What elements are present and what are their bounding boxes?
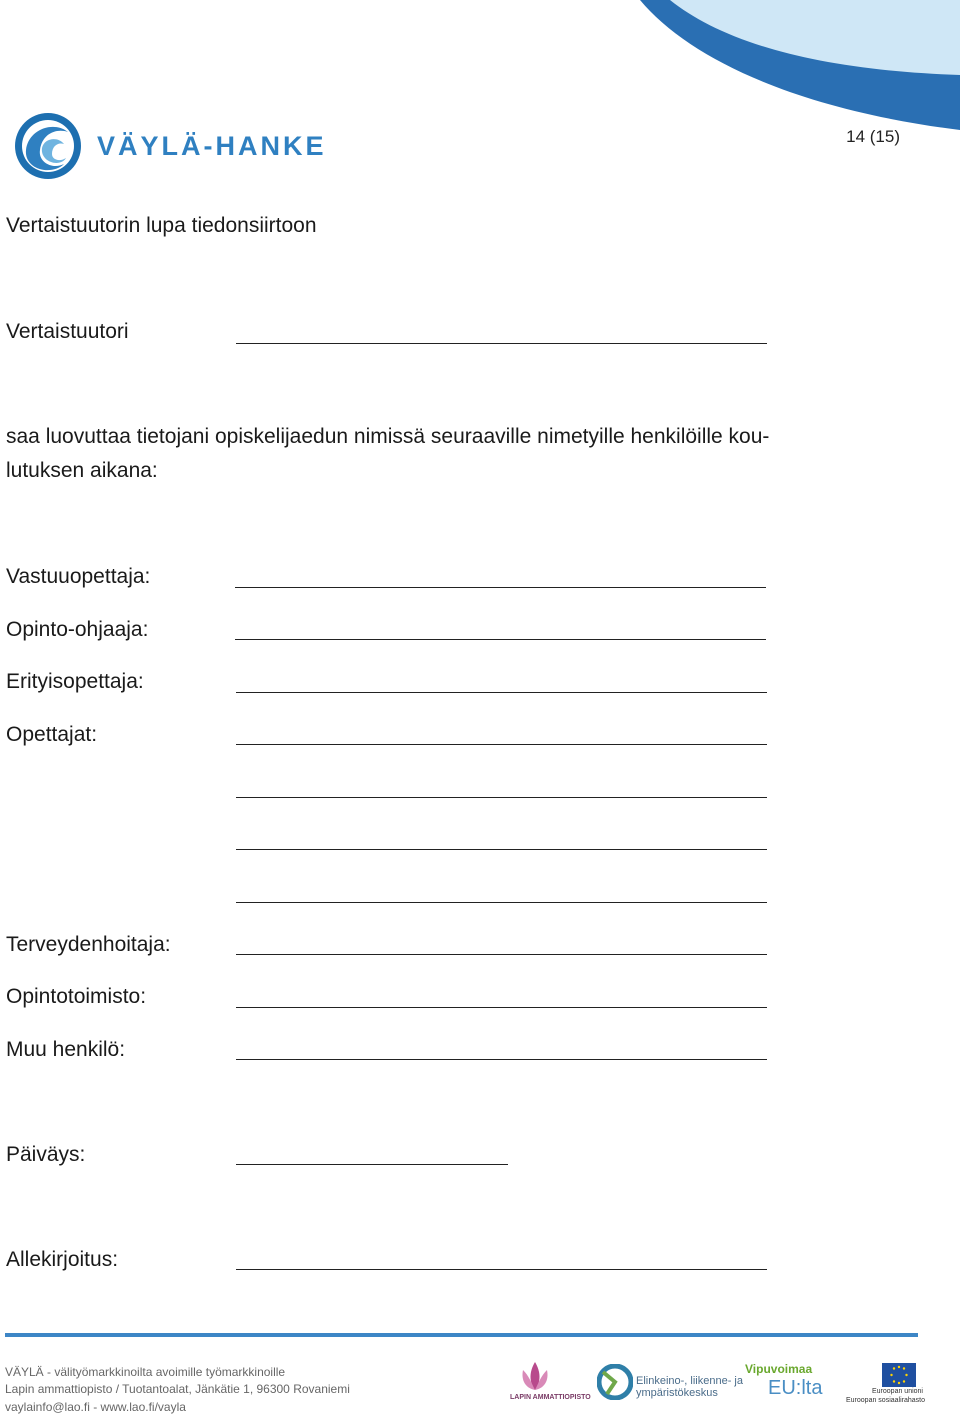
eu-text-line-2: Euroopan sosiaalirahasto [846, 1397, 925, 1404]
lapin-ammattiopisto-logo-icon [515, 1360, 555, 1394]
opettajat-field-2[interactable] [236, 797, 767, 798]
page-number: 14 (15) [846, 127, 900, 146]
opintotoimisto-field[interactable] [236, 1007, 767, 1008]
tutor-label: Vertaistuutori [6, 320, 129, 343]
terveydenhoitaja-field[interactable] [236, 954, 767, 955]
footer-line-3: vaylainfo@lao.fi - www.lao.fi/vayla [5, 1400, 186, 1414]
opettajat-label: Opettajat: [6, 723, 98, 746]
ely-text-line-1: Elinkeino-, liikenne- ja [636, 1375, 743, 1387]
opettajat-field-1[interactable] [236, 744, 767, 745]
opintotoimisto-label: Opintotoimisto: [6, 985, 147, 1008]
ely-keskus-logo-icon [597, 1364, 633, 1400]
terveydenhoitaja-label: Terveydenhoitaja: [6, 933, 171, 956]
footer-line-1: VÄYLÄ - välityömarkkinoilta avoimille työmarkkinoille [5, 1365, 286, 1379]
erityisopettaja-label: Erityisopettaja: [6, 670, 144, 693]
paivays-label: Päiväys: [6, 1143, 86, 1166]
footer-divider [5, 1333, 918, 1337]
page-title: Vertaistuutorin lupa tiedonsiirtoon [6, 214, 317, 237]
tutor-name-field[interactable] [236, 343, 767, 344]
lapin-logo-text: LAPIN AMMATTIOPISTO [510, 1394, 591, 1401]
eu-text-line-1: Euroopan unioni [872, 1388, 923, 1395]
muu-henkilo-label: Muu henkilö: [6, 1038, 126, 1061]
opettajat-field-4[interactable] [236, 902, 767, 903]
vastuuopettaja-field[interactable] [235, 587, 766, 588]
erityisopettaja-field[interactable] [236, 692, 767, 693]
opettajat-field-3[interactable] [236, 849, 767, 850]
vastuuopettaja-label: Vastuuopettaja: [6, 565, 151, 588]
permission-text-line-2: lutuksen aikana: [6, 459, 158, 482]
header-wave-decoration [600, 0, 960, 140]
footer-line-2: Lapin ammattiopisto / Tuotantoalat, Jänkätie 1, 96300 Rovaniemi [5, 1382, 350, 1396]
allekirjoitus-field[interactable] [236, 1269, 767, 1270]
permission-text-line-1: saa luovuttaa tietojani opiskelijaedun nimissä seuraaville nimetyille henkilöille kou- [6, 425, 770, 448]
allekirjoitus-label: Allekirjoitus: [6, 1248, 119, 1271]
eulta-text: EU:lta [768, 1377, 823, 1399]
muu-henkilo-field[interactable] [236, 1059, 767, 1060]
paivays-field[interactable] [236, 1164, 508, 1165]
ely-text-line-2: ympäristökeskus [636, 1387, 718, 1399]
opinto-ohjaaja-label: Opinto-ohjaaja: [6, 618, 149, 641]
vipuvoimaa-text: Vipuvoimaa [745, 1362, 813, 1376]
opinto-ohjaaja-field[interactable] [235, 639, 766, 640]
logo-wordmark: VÄYLÄ-HANKE [97, 131, 327, 161]
eu-flag-icon [882, 1363, 916, 1387]
